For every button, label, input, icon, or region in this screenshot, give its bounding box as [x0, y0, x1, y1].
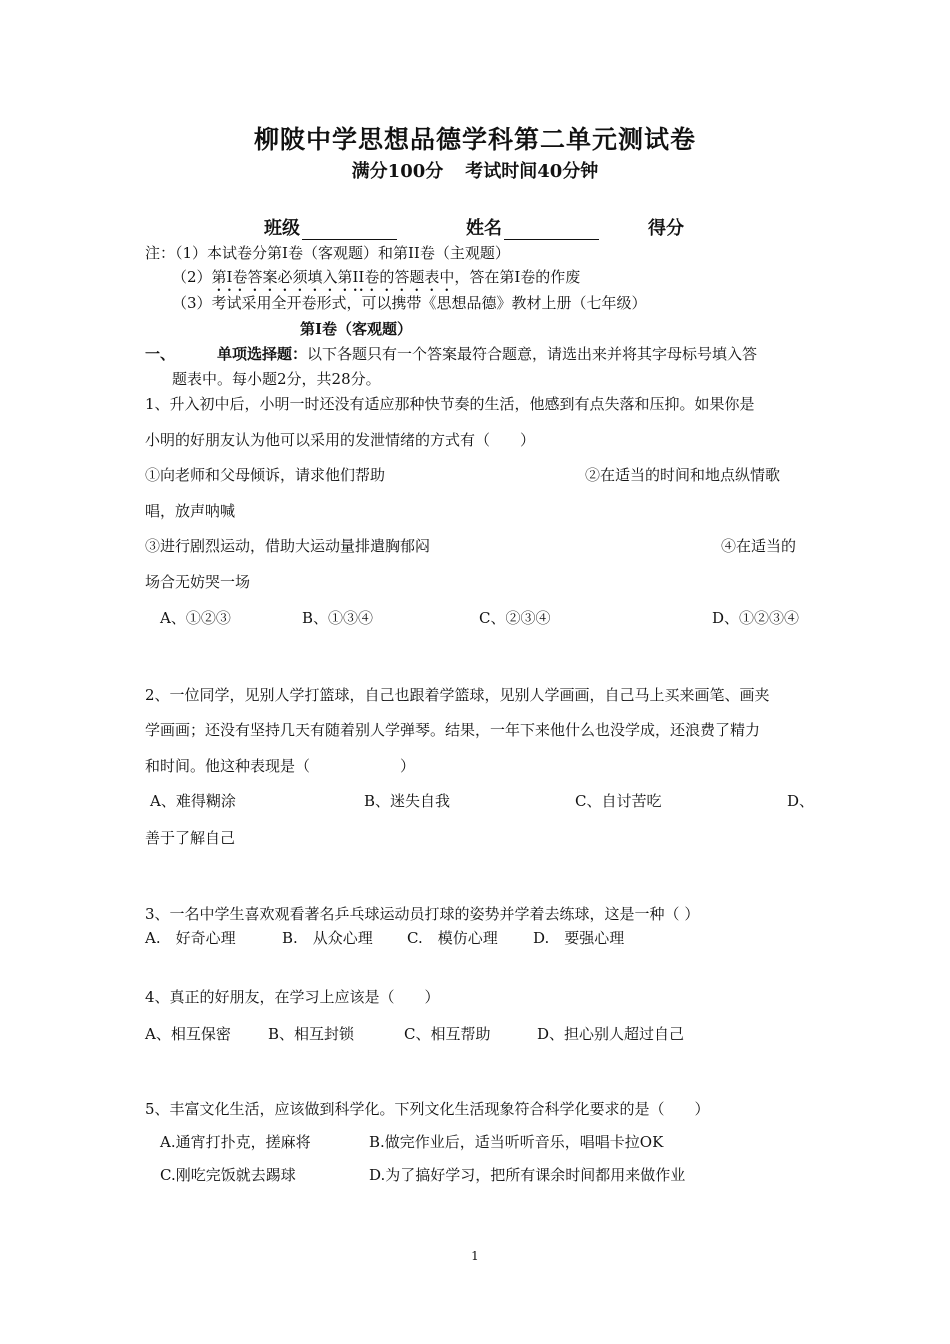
- q1-option-b[interactable]: B、①③④: [302, 609, 374, 627]
- note-1: 注：（1）本试卷分第Ⅰ卷（客观题）和第II卷（主观题）: [145, 244, 510, 262]
- full-score: 满分100分: [351, 161, 444, 182]
- note-2-emphasis: 第Ⅰ卷答案必须填入第II卷的答题表中: [211, 268, 455, 286]
- q1-statement-4: ④在适当的: [721, 537, 797, 555]
- class-field: [264, 214, 397, 240]
- q4-line1: 4、真正的好朋友，在学习上应该是（ ）: [145, 988, 440, 1006]
- q1-option-d[interactable]: D、①②③④: [712, 609, 800, 627]
- q5-option-b[interactable]: B.做完作业后，适当听听音乐，唱唱卡拉OK: [369, 1133, 664, 1151]
- q3-line1: 3、一名中学生喜欢观看著名乒乓球运动员打球的姿势并学着去练球，这是一种（ ）: [145, 905, 700, 923]
- exam-subtitle: [0, 157, 950, 183]
- section1-instruction: 以下各题只有一个答案最符合题意，请选出来并将其字母标号填入答: [307, 345, 758, 363]
- q2-option-d[interactable]: D、: [787, 792, 815, 810]
- exam-time: 考试时间40分钟: [465, 161, 599, 182]
- q1-statement-4-cont: 场合无妨哭一场: [145, 573, 251, 591]
- page-number: 1: [471, 1249, 479, 1263]
- q4-option-d[interactable]: D、担心别人超过自己: [537, 1025, 685, 1043]
- class-label: 班级: [264, 218, 300, 239]
- q1-line1: 1、升入初中后，小明一时还没有适应那种快节奏的生活，他感到有点失落和压抑。如果你是: [145, 395, 755, 413]
- q5-line1: 5、丰富文化生活，应该做到科学化。下列文化生活现象符合科学化要求的是（ ）: [145, 1100, 710, 1118]
- q1-statement-2-cont: 唱，放声呐喊: [145, 502, 236, 520]
- name-label: 姓名: [466, 218, 502, 239]
- score-field: [648, 214, 684, 240]
- q1-option-c[interactable]: C、②③④: [479, 609, 551, 627]
- class-blank[interactable]: [302, 220, 397, 240]
- q4-option-c[interactable]: C、相互帮助: [404, 1025, 491, 1043]
- note-3: （3）考试采用全开卷形式，可以携带《思想品德》教材上册（七年级）: [172, 294, 647, 312]
- q5-option-c[interactable]: C.刚吃完饭就去踢球: [160, 1166, 296, 1184]
- section1-heading: [145, 343, 757, 364]
- q3-option-b[interactable]: B. 从众心理: [282, 929, 373, 947]
- q3-option-d[interactable]: D. 要强心理: [533, 929, 625, 947]
- q2-option-d-cont: 善于了解自己: [145, 829, 236, 847]
- q3-option-a[interactable]: A. 好奇心理: [145, 929, 236, 947]
- name-blank[interactable]: [504, 220, 599, 240]
- part1-heading: 第Ⅰ卷（客观题）: [300, 320, 413, 338]
- q2-line3: 和时间。他这种表现是（ ）: [145, 757, 416, 775]
- q3-option-c[interactable]: C. 模仿心理: [407, 929, 498, 947]
- q2-line2: 学画画；还没有坚持几天有随着别人学弹琴。结果，一年下来他什么也没学成，还浪费了精力: [145, 721, 761, 739]
- q1-line2: 小明的好朋友认为他可以采用的发泄情绪的方式有（ ）: [145, 431, 536, 449]
- q5-option-a[interactable]: A.通宵打扑克，搓麻将: [160, 1133, 311, 1151]
- section1-instruction-cont: 题表中。每小题2分，共28分。: [172, 370, 381, 388]
- q2-option-b[interactable]: B、迷失自我: [364, 792, 451, 810]
- q2-line1: 2、一位同学，见别人学打篮球，自己也跟着学篮球，见别人学画画，自己马上买来画笔、画夹: [145, 686, 770, 704]
- q4-option-a[interactable]: A、相互保密: [145, 1025, 231, 1043]
- section1-label: 单项选择题：: [217, 345, 308, 363]
- note-2: （2）第Ⅰ卷答案必须填入第II卷的答题表中，答在第Ⅰ卷的作废: [172, 268, 581, 286]
- q1-statement-2: ②在适当的时间和地点纵情歌: [585, 466, 781, 484]
- section1-number: 一、: [145, 345, 176, 363]
- q4-option-b[interactable]: B、相互封锁: [268, 1025, 355, 1043]
- q2-option-a[interactable]: A、难得糊涂: [150, 792, 236, 810]
- q1-statement-1: ①向老师和父母倾诉，请求他们帮助: [145, 466, 386, 484]
- score-label: 得分: [648, 218, 684, 239]
- q2-option-c[interactable]: C、自讨苦吃: [575, 792, 662, 810]
- q1-option-a[interactable]: A、①②③: [160, 609, 231, 627]
- exam-title: 柳陂中学思想品德学科第二单元测试卷: [253, 125, 696, 154]
- name-field: [466, 214, 599, 240]
- q5-option-d[interactable]: D.为了搞好学习，把所有课余时间都用来做作业: [369, 1166, 686, 1184]
- q1-statement-3: ③进行剧烈运动，借助大运动量排遣胸郁闷: [145, 537, 431, 555]
